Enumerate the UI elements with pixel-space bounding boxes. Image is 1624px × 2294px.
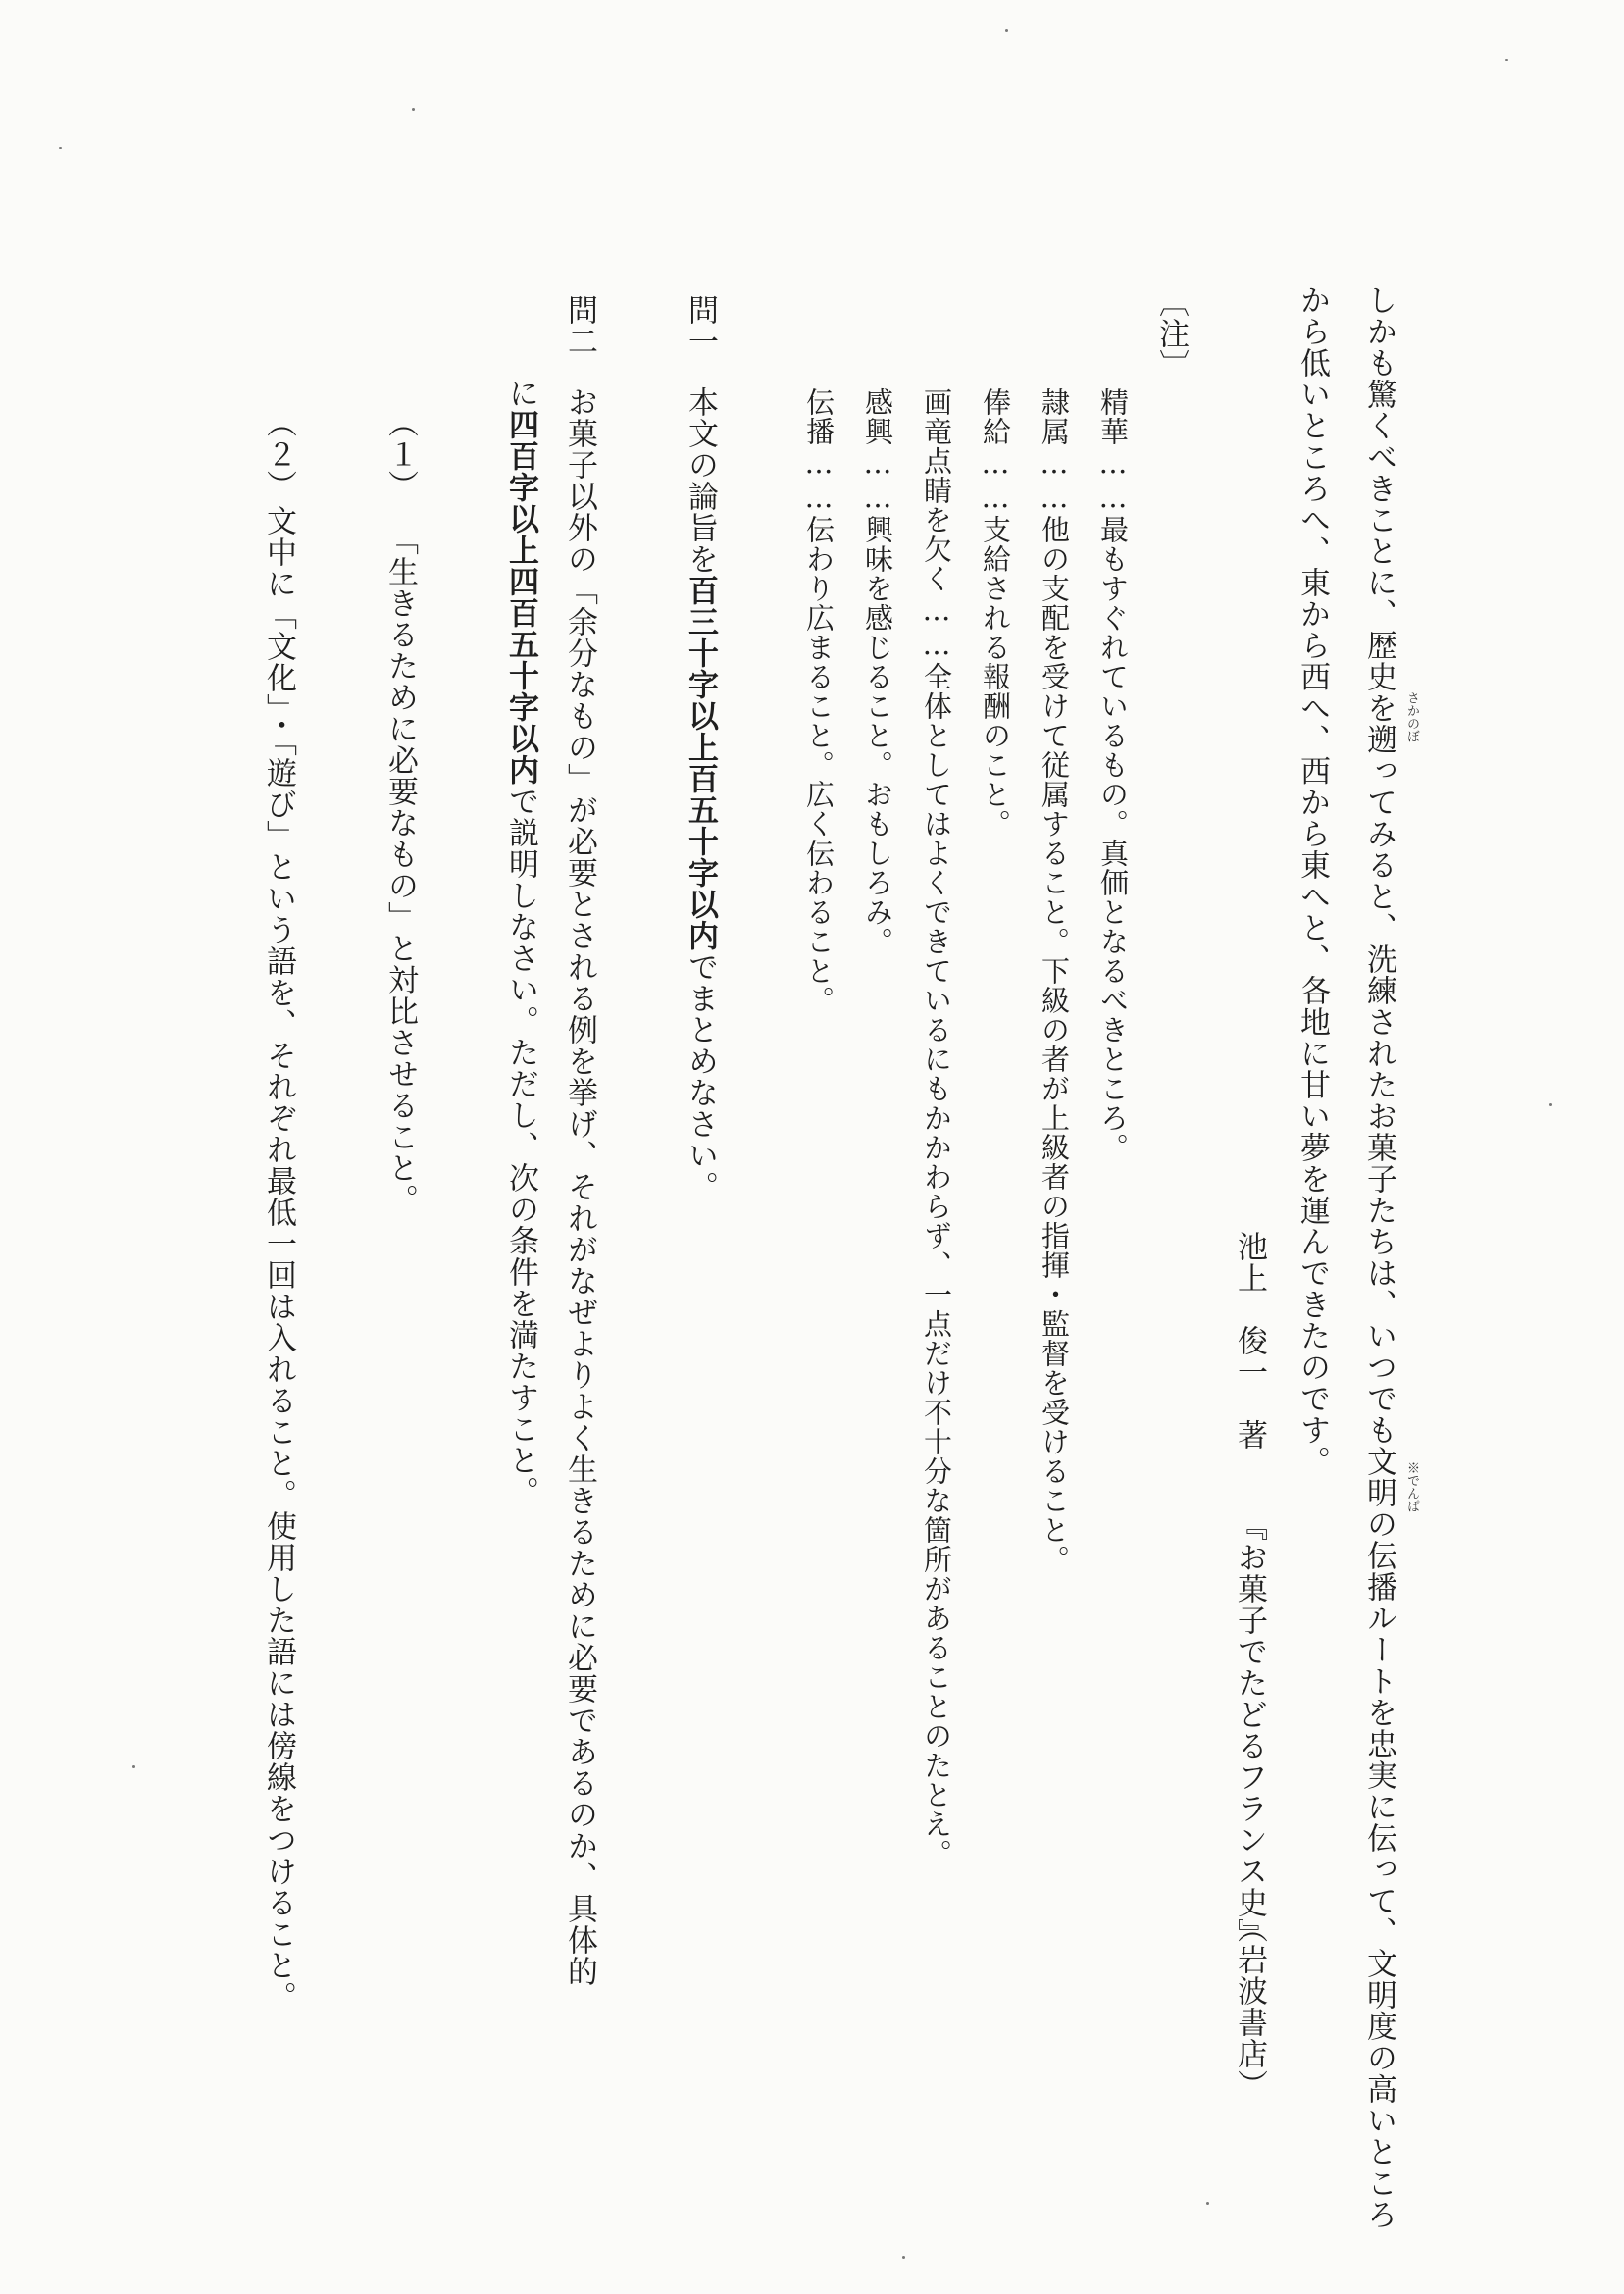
- note-item-denpa: 伝播……伝わり広まること。広く伝わること。: [802, 387, 836, 1015]
- condition-2-text: 文中に「文化」・「遊び」という語を、それぞれ最低一回は入れること。使用した語には傍線をつけること。: [261, 505, 296, 2013]
- note-item-kankyou: 感興……興味を感じること。おもしろみ。: [861, 387, 894, 956]
- question-1: [683, 294, 718, 1202]
- citation-author: 池上 俊一 著: [1232, 1231, 1267, 1451]
- question-2-text-1: お菓子以外の「余分なもの」が必要とされる例を挙げ、それがなぜよりよく生きるために必要であるのか、具体的: [562, 386, 597, 1987]
- question-2-label: 問二: [562, 294, 597, 357]
- question-1-pre: 本文の論旨を: [683, 386, 718, 575]
- passage-line-1: しかも驚くべきことに、歴史を遡ってみると、洗練されたお菓子たちは、いつでも文明の伝播ルートを忠実に伝って、文明度の高いところ: [1361, 284, 1396, 2230]
- question-2-line-1: [562, 294, 597, 1987]
- question-2-line-2: [503, 378, 538, 1507]
- question-2-text-2-post: で説明しなさい。ただし、次の条件を満たすこと。: [503, 786, 538, 1507]
- ruby-denpa: ※でんぱ: [1404, 1461, 1419, 1512]
- scan-speck: [59, 147, 62, 149]
- notes-header: 〔注〕: [1153, 286, 1189, 381]
- ruby-sakanobo: さかのぼ: [1404, 691, 1419, 742]
- question-1-label: 問一: [683, 294, 718, 357]
- scan-speck: [132, 1765, 135, 1768]
- passage-line-2: から低いところへ、東から西へ、西から東へと、各地に甘い夢を運んできたのです。: [1294, 284, 1330, 1477]
- scan-speck: [902, 2256, 905, 2259]
- condition-1-number: （１）: [382, 407, 418, 501]
- question-1-bold: 百三十字以上百五十字以内: [683, 575, 718, 951]
- question-1-post: でまとめなさい。: [683, 951, 718, 1202]
- question-2-text-2-bold: 四百字以上四百五十字以内: [503, 409, 538, 786]
- scan-speck: [1206, 2202, 1209, 2205]
- scan-speck: [1505, 59, 1508, 61]
- note-item-reizoku: 隷属……他の支配を受けて従属すること。下級の者が上級者の指揮・監督を受けること。: [1038, 387, 1071, 1574]
- condition-2-number: （２）: [261, 407, 296, 501]
- question-2-text-2-pre: に: [503, 378, 538, 409]
- note-item-houkyuu: 俸給……支給される報酬のこと。: [979, 387, 1012, 839]
- scan-speck: [1549, 1103, 1552, 1106]
- note-item-seika: 精華……最もすぐれているもの。真価となるべきところ。: [1096, 387, 1130, 1162]
- citation-publisher: （岩波書店）: [1232, 1912, 1267, 2101]
- scan-speck: [1005, 29, 1008, 32]
- note-item-garyou: 画竜点睛を欠く……全体としてはよくできているにもかかわらず、一点だけ不十分な箇所があることのたとえ。: [920, 387, 953, 1868]
- scan-speck: [412, 108, 415, 111]
- citation-title: 『お菓子でたどるフランス史』: [1232, 1510, 1267, 1950]
- condition-1-text: 「生きるために必要なもの」と対比させること。: [382, 525, 418, 1215]
